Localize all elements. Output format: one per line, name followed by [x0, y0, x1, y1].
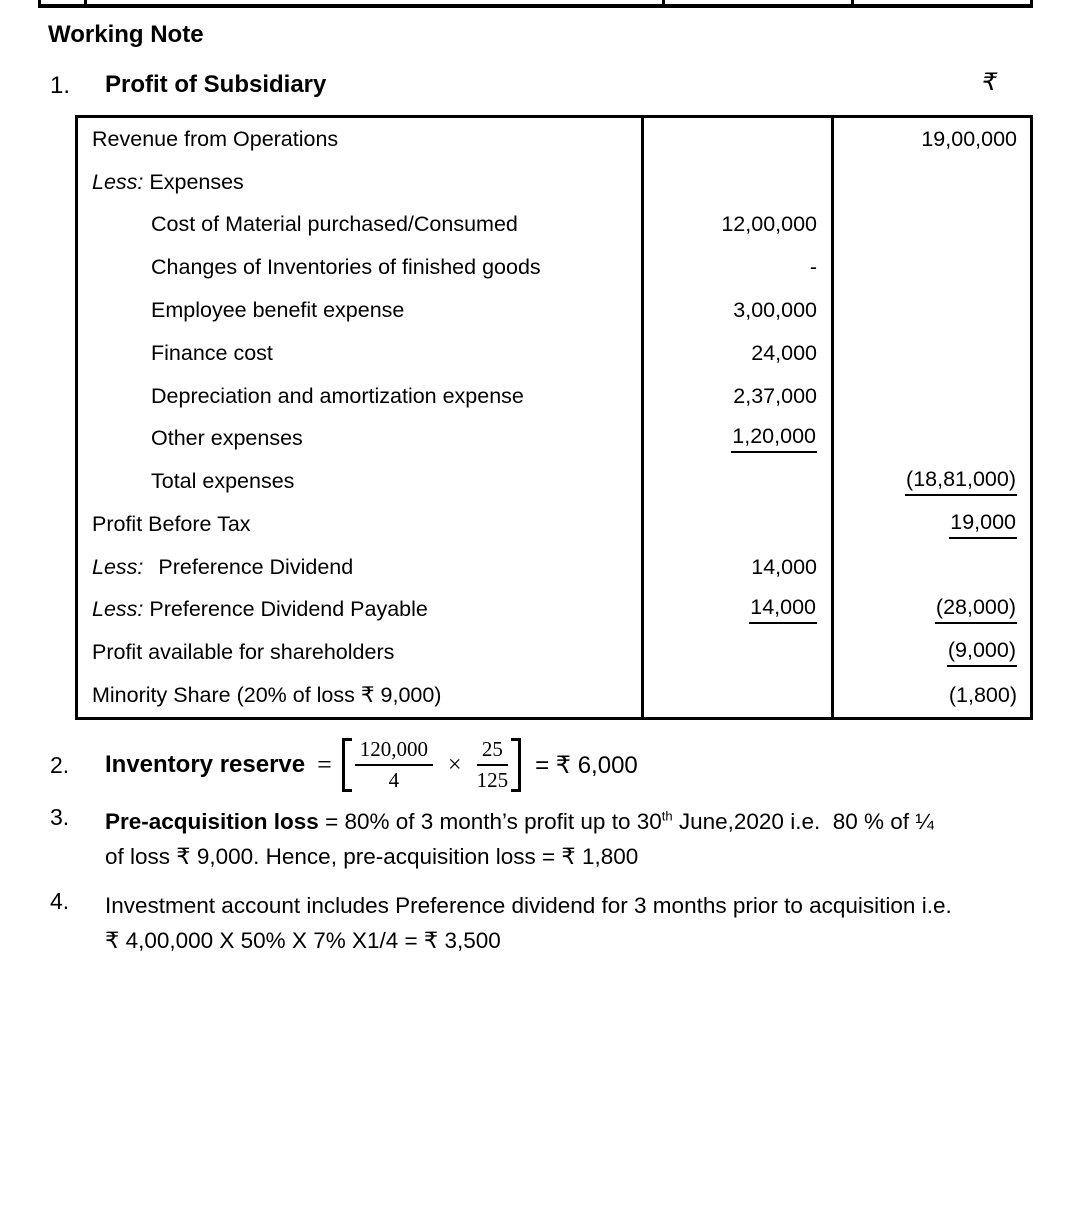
label-cell — [78, 631, 644, 674]
less-prefix: Less: — [92, 554, 144, 579]
prev-table-vline — [851, 0, 854, 8]
rupee-column-header: ₹ — [982, 68, 998, 96]
item3-term: Pre-acquisition loss — [105, 809, 319, 834]
prev-table-vline — [662, 0, 665, 8]
table-row — [78, 332, 1030, 375]
amount-col3 — [834, 417, 1030, 460]
table-row — [78, 417, 1030, 460]
amount-col3 — [834, 204, 1030, 247]
row-label: Total expenses — [151, 469, 295, 494]
amount-value: 24,000 — [751, 340, 817, 365]
table-row — [78, 161, 1030, 204]
table-row — [78, 589, 1030, 632]
label-cell — [78, 546, 644, 589]
fraction-1 — [355, 737, 433, 793]
item4-line2: ₹ 4,00,000 X 50% X 7% X1/4 = ₹ 3,500 — [105, 928, 501, 953]
table-row — [78, 118, 1030, 161]
fraction-numerator: 120,000 — [355, 737, 433, 766]
profit-table — [75, 115, 1033, 720]
equals-sign: = — [317, 750, 332, 779]
fraction-denominator: 125 — [476, 768, 509, 792]
row-label: Cost of Material purchased/Consumed — [151, 212, 518, 237]
amount-value: (28,000) — [935, 595, 1017, 624]
table-row — [78, 375, 1030, 418]
item-inventory-reserve — [0, 735, 1080, 795]
amount-value: 14,000 — [751, 554, 817, 579]
amount-value: 1,20,000 — [731, 424, 817, 453]
amount-col2 — [644, 332, 834, 375]
amount-col3 — [834, 161, 1030, 204]
label-cell — [78, 118, 644, 161]
label-cell — [78, 289, 644, 332]
fraction-2 — [477, 737, 509, 793]
item3-line1-end: June,2020 i.e. 80 % of ¼ — [672, 809, 935, 834]
label-cell — [78, 246, 644, 289]
amount-col3 — [834, 289, 1030, 332]
prev-table-vline — [38, 0, 41, 8]
amount-value: (9,000) — [947, 638, 1017, 667]
row-label: Finance cost — [151, 340, 273, 365]
less-prefix: Less: — [92, 169, 144, 194]
prev-table-bottom-edge — [38, 4, 1033, 8]
row-label: Revenue from Operations — [92, 126, 339, 151]
row-label: Other expenses — [151, 426, 303, 451]
amount-col2 — [644, 289, 834, 332]
amount-col3 — [834, 631, 1030, 674]
amount-col3 — [834, 118, 1030, 161]
less-prefix: Less: — [92, 597, 144, 622]
row-label: Employee benefit expense — [151, 298, 405, 323]
item2-number: 2. — [50, 751, 70, 778]
amount-col3 — [834, 546, 1030, 589]
left-bracket — [342, 738, 352, 792]
amount-col3 — [834, 332, 1030, 375]
amount-col2 — [644, 589, 834, 632]
amount-col2 — [644, 460, 834, 503]
item4-number: 4. — [50, 888, 70, 914]
amount-col2 — [644, 118, 834, 161]
label-cell — [78, 589, 644, 632]
item3-line1 — [105, 804, 1070, 839]
amount-value: 12,00,000 — [721, 212, 817, 237]
item3-line1-mid: = 80% of 3 month’s profit up to 30 — [318, 809, 662, 834]
prev-table-vline — [84, 0, 87, 8]
ordinal-superscript: th — [661, 808, 673, 824]
item2-title: Inventory reserve — [105, 751, 306, 778]
label-cell — [78, 375, 644, 418]
working-note-title: Working Note — [48, 21, 204, 48]
amount-value: 3,00,000 — [733, 298, 817, 323]
row-label: Profit available for shareholders — [92, 640, 395, 665]
amount-col2 — [644, 161, 834, 204]
row-label: Changes of Inventories of finished goods — [151, 255, 541, 280]
amount-value: 14,000 — [749, 595, 817, 624]
amount-col2 — [644, 546, 834, 589]
row-label: Minority Share (20% of loss ₹ 9,000) — [92, 683, 442, 708]
table-row — [78, 674, 1030, 717]
amount-col2 — [644, 503, 834, 546]
section1-number: 1. — [50, 72, 71, 99]
amount-col3 — [834, 460, 1030, 503]
fraction-numerator: 25 — [477, 737, 508, 766]
amount-col2 — [644, 375, 834, 418]
table-row — [78, 503, 1030, 546]
amount-value: 19,000 — [949, 510, 1017, 539]
amount-value: (18,81,000) — [905, 467, 1017, 496]
amount-value: 19,00,000 — [921, 126, 1017, 151]
multiply-sign: × — [448, 751, 462, 778]
amount-col2 — [644, 674, 834, 717]
item3-line2: of loss ₹ 9,000. Hence, pre-acquisition loss = ₹ 1,800 — [105, 844, 639, 869]
amount-col3 — [834, 375, 1030, 418]
item4-line1: Investment account includes Preference dividend for 3 months prior to acquisition i.e. — [105, 893, 952, 918]
item-investment-account — [0, 888, 1070, 958]
table-row — [78, 204, 1030, 247]
label-cell — [78, 460, 644, 503]
label-cell — [78, 161, 644, 204]
amount-value: 2,37,000 — [733, 383, 817, 408]
label-cell — [78, 204, 644, 247]
amount-col2 — [644, 417, 834, 460]
table-row — [78, 289, 1030, 332]
amount-col3 — [834, 589, 1030, 632]
amount-value: - — [809, 255, 817, 280]
item3-text — [105, 804, 1070, 874]
row-label: Profit Before Tax — [92, 511, 251, 536]
row-label: Expenses — [149, 169, 244, 194]
amount-col3 — [834, 246, 1030, 289]
table-row — [78, 246, 1030, 289]
section1-title: Profit of Subsidiary — [105, 71, 327, 98]
amount-col2 — [644, 631, 834, 674]
table-row — [78, 546, 1030, 589]
label-cell — [78, 674, 644, 717]
table-row — [78, 460, 1030, 503]
prev-table-vline — [1030, 0, 1033, 8]
row-label: Preference Dividend Payable — [149, 597, 428, 622]
amount-col2 — [644, 204, 834, 247]
item-pre-acquisition-loss — [0, 804, 1070, 874]
right-bracket — [511, 738, 521, 792]
label-cell — [78, 332, 644, 375]
amount-col3 — [834, 503, 1030, 546]
table-row — [78, 631, 1030, 674]
item3-number: 3. — [50, 804, 70, 830]
amount-col2 — [644, 246, 834, 289]
amount-col3 — [834, 674, 1030, 717]
fraction-denominator: 4 — [388, 768, 400, 792]
item4-text — [105, 888, 1070, 958]
amount-value: (1,800) — [948, 683, 1017, 708]
item2-result: = ₹ 6,000 — [535, 751, 638, 779]
label-cell — [78, 503, 644, 546]
row-label: Preference Dividend — [158, 554, 354, 579]
row-label: Depreciation and amortization expense — [151, 383, 524, 408]
label-cell — [78, 417, 644, 460]
